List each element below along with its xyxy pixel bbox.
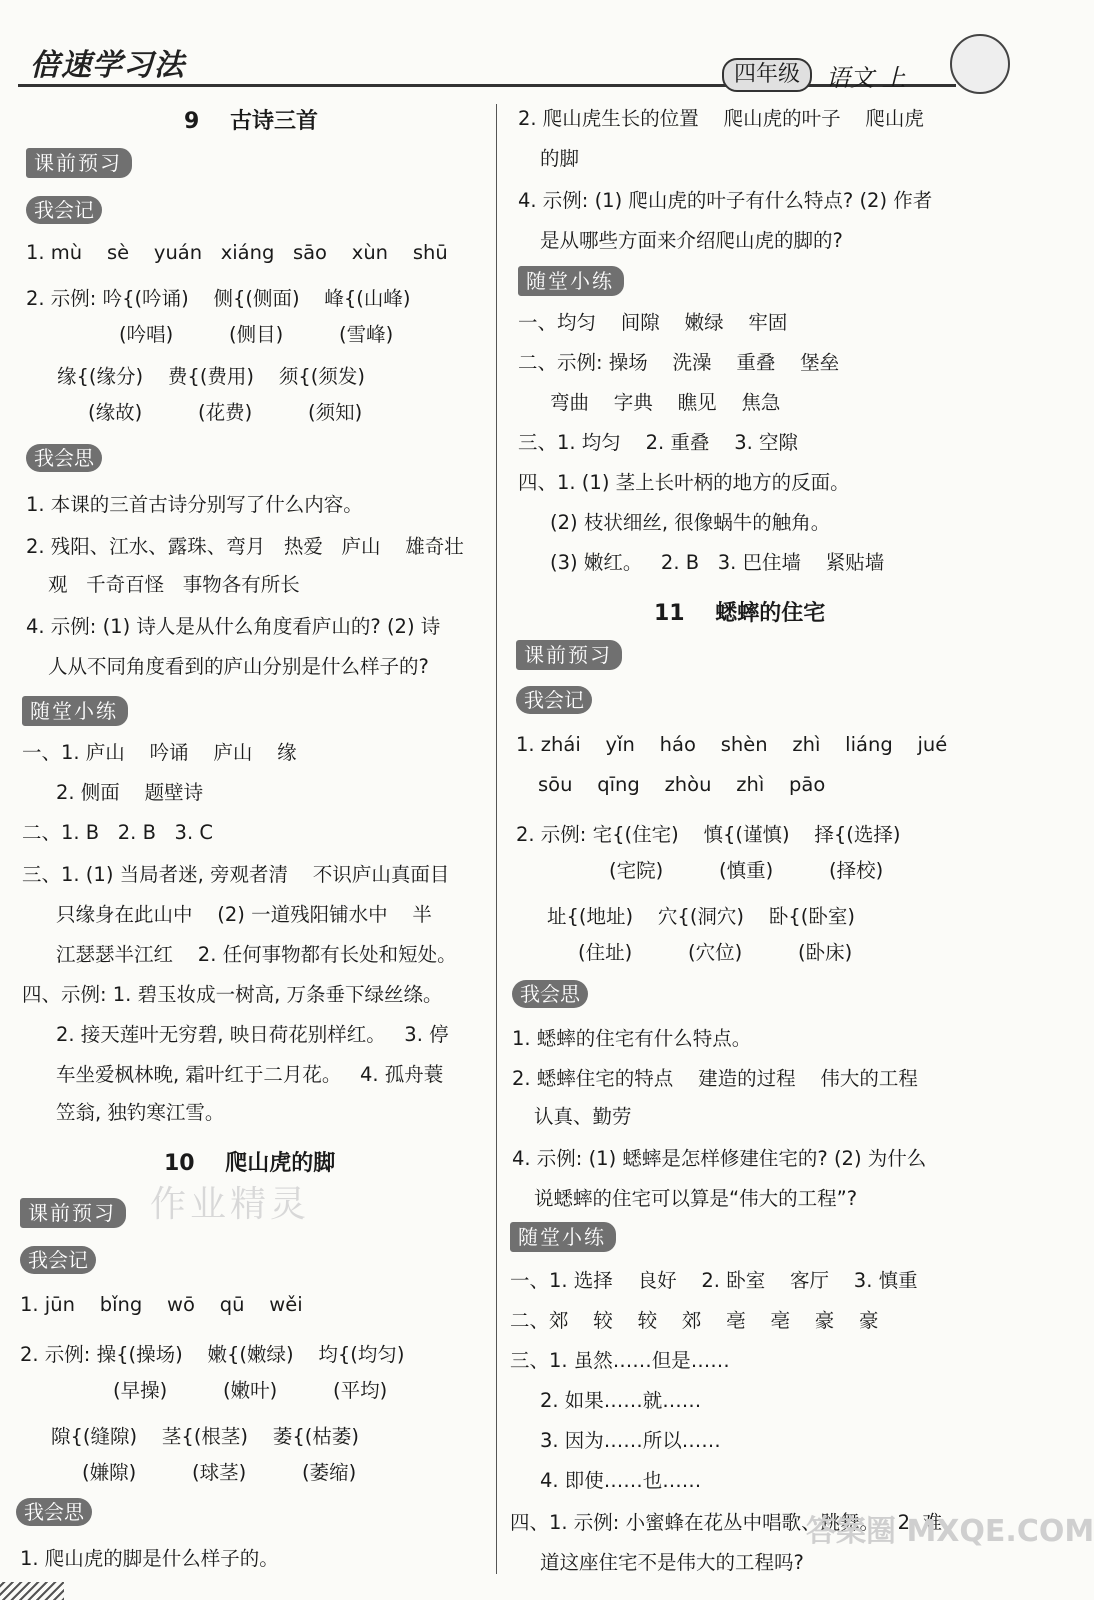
text-line: 弯曲 字典 瞧见 焦急	[550, 391, 781, 414]
lesson-11-title: 11 蟋蟀的住宅	[654, 601, 826, 626]
text-line: (早操) (嫩叶) (平均)	[20, 1379, 388, 1402]
text-line: 1. jūn bǐng wō qū wěi	[20, 1293, 303, 1316]
text-line: 认真、勤劳	[534, 1105, 632, 1128]
text-line: (2) 枝状细丝, 很像蜗牛的触角。	[550, 511, 831, 534]
text-line: 二、1. B 2. B 3. C	[22, 821, 213, 844]
text-line: 2. 如果……就……	[540, 1389, 702, 1412]
text-line: 笠翁, 独钓寒江雪。	[56, 1101, 225, 1124]
tag-practice: 随堂小练	[510, 1222, 616, 1252]
text-line: 4. 即使……也……	[540, 1469, 702, 1492]
text-line: 的脚	[540, 147, 580, 170]
text-line: 址{(地址) 穴{(洞穴) 卧{(卧室)	[516, 905, 855, 928]
text-line: 1. 蟋蟀的住宅有什么特点。	[512, 1027, 752, 1050]
text-line: 四、1. (1) 茎上长叶柄的地方的反面。	[518, 471, 850, 494]
text-line: 三、1. 均匀 2. 重叠 3. 空隙	[518, 431, 798, 454]
text-line: 1. 爬山虎的脚是什么样子的。	[20, 1547, 279, 1570]
text-line: (3) 嫩红。 2. B 3. 巴住墙 紧贴墙	[550, 551, 885, 574]
text-line: (住址) (穴位) (卧床)	[516, 941, 853, 964]
text-line: 2. 侧面 题壁诗	[56, 781, 204, 804]
header-rule	[18, 84, 956, 87]
corner-stamp-icon	[950, 34, 1010, 94]
text-line: 一、均匀 间隙 嫩绿 牢固	[518, 311, 788, 334]
page-header	[0, 0, 996, 96]
text-line: 2. 示例: 操{(操场) 嫩{(嫩绿) 均{(均匀)	[20, 1343, 405, 1366]
text-line: 2. 蟋蟀住宅的特点 建造的过程 伟大的工程	[512, 1067, 918, 1090]
subject-label: 语文 上	[826, 64, 906, 92]
text-line: sōu qīng zhòu zhì pāo	[538, 773, 826, 796]
tag-remember: 我会记	[26, 196, 102, 224]
tag-preview: 课前预习	[26, 148, 132, 178]
text-line: 2. 示例: 宅{(住宅) 慎{(谨慎) 择{(选择)	[516, 823, 901, 846]
text-line: 只缘身在此山中 (2) 一道残阳铺水中 半	[56, 903, 432, 926]
text-line: 隙{(缝隙) 茎{(根茎) 萎{(枯萎)	[20, 1425, 359, 1448]
watermark: 作业精灵	[150, 1184, 311, 1225]
text-line: 三、1. (1) 当局者迷, 旁观者清 不识庐山真面目	[22, 863, 450, 886]
tag-preview: 课前预习	[516, 640, 622, 670]
text-line: 3. 因为……所以……	[540, 1429, 721, 1452]
text-line: 四、示例: 1. 碧玉妆成一树高, 万条垂下绿丝绦。	[22, 983, 443, 1006]
text-line: 1. mù sè yuán xiáng sāo xùn shū	[26, 241, 448, 264]
text-line: 是从哪些方面来介绍爬山虎的脚的?	[540, 229, 843, 252]
text-line: 缘{(缘分) 费{(费用) 须{(须发)	[26, 365, 365, 388]
text-line: 4. 示例: (1) 爬山虎的叶子有什么特点? (2) 作者	[518, 189, 933, 212]
lesson-9-title: 9 古诗三首	[184, 109, 318, 134]
tag-remember: 我会记	[516, 686, 592, 714]
text-line: 江瑟瑟半江红 2. 任何事物都有长处和短处。	[56, 943, 457, 966]
text-line: 1. 本课的三首古诗分别写了什么内容。	[26, 493, 363, 516]
book-logo: 倍速学习法	[30, 48, 185, 83]
tag-practice: 随堂小练	[518, 266, 624, 296]
column-divider	[496, 104, 497, 1574]
tag-think: 我会思	[26, 444, 102, 472]
text-line: 4. 示例: (1) 诗人是从什么角度看庐山的? (2) 诗	[26, 615, 441, 638]
lesson-10-title: 10 爬山虎的脚	[164, 1151, 336, 1176]
text-line: 二、示例: 操场 洗澡 重叠 堡垒	[518, 351, 840, 374]
text-line: 2. 接天莲叶无穷碧, 映日荷花别样红。 3. 停	[56, 1023, 449, 1046]
text-line: 1. zhái yǐn háo shèn zhì liáng jué	[516, 733, 948, 756]
text-line: (宅院) (慎重) (择校)	[516, 859, 884, 882]
footer-hatch	[0, 1582, 64, 1600]
text-line: 2. 爬山虎生长的位置 爬山虎的叶子 爬山虎	[518, 107, 924, 130]
text-line: 道这座住宅不是伟大的工程吗?	[540, 1551, 804, 1574]
watermark-site: 答案圈 MXQE.COM	[806, 1514, 1094, 1549]
grade-badge: 四年级	[722, 58, 812, 92]
text-line: (嫌隙) (球茎) (萎缩)	[20, 1461, 357, 1484]
text-line: 二、郊 较 较 郊 亳 亳 豪 豪	[510, 1309, 879, 1332]
text-line: 一、1. 庐山 吟诵 庐山 缘	[22, 741, 297, 764]
text-line: 4. 示例: (1) 蟋蟀是怎样修建住宅的? (2) 为什么	[512, 1147, 927, 1170]
text-line: (缘故) (花费) (须知)	[26, 401, 363, 424]
tag-think: 我会思	[512, 980, 588, 1008]
text-line: 说蟋蟀的住宅可以算是“伟大的工程”?	[534, 1187, 858, 1210]
tag-preview: 课前预习	[20, 1198, 126, 1228]
text-line: 人从不同角度看到的庐山分别是什么样子的?	[48, 655, 429, 678]
text-line: 三、1. 虽然……但是……	[510, 1349, 730, 1372]
text-line: 2. 示例: 吟{(吟诵) 侧{(侧面) 峰{(山峰)	[26, 287, 411, 310]
text-line: 2. 残阳、江水、露珠、弯月 热爱 庐山 雄奇壮	[26, 535, 464, 558]
tag-remember: 我会记	[20, 1246, 96, 1274]
text-line: 车坐爱枫林晚, 霜叶红于二月花。 4. 孤舟蓑	[56, 1063, 444, 1086]
text-line: (吟唱) (侧目) (雪峰)	[26, 323, 394, 346]
text-line: 观 千奇百怪 事物各有所长	[48, 573, 300, 596]
text-line: 四、1. 示例: 小蜜蜂在花丛中唱歌、跳舞。 2. 难	[510, 1511, 942, 1534]
tag-think: 我会思	[16, 1498, 92, 1526]
text-line: 一、1. 选择 良好 2. 卧室 客厅 3. 慎重	[510, 1269, 918, 1292]
tag-practice: 随堂小练	[22, 696, 128, 726]
